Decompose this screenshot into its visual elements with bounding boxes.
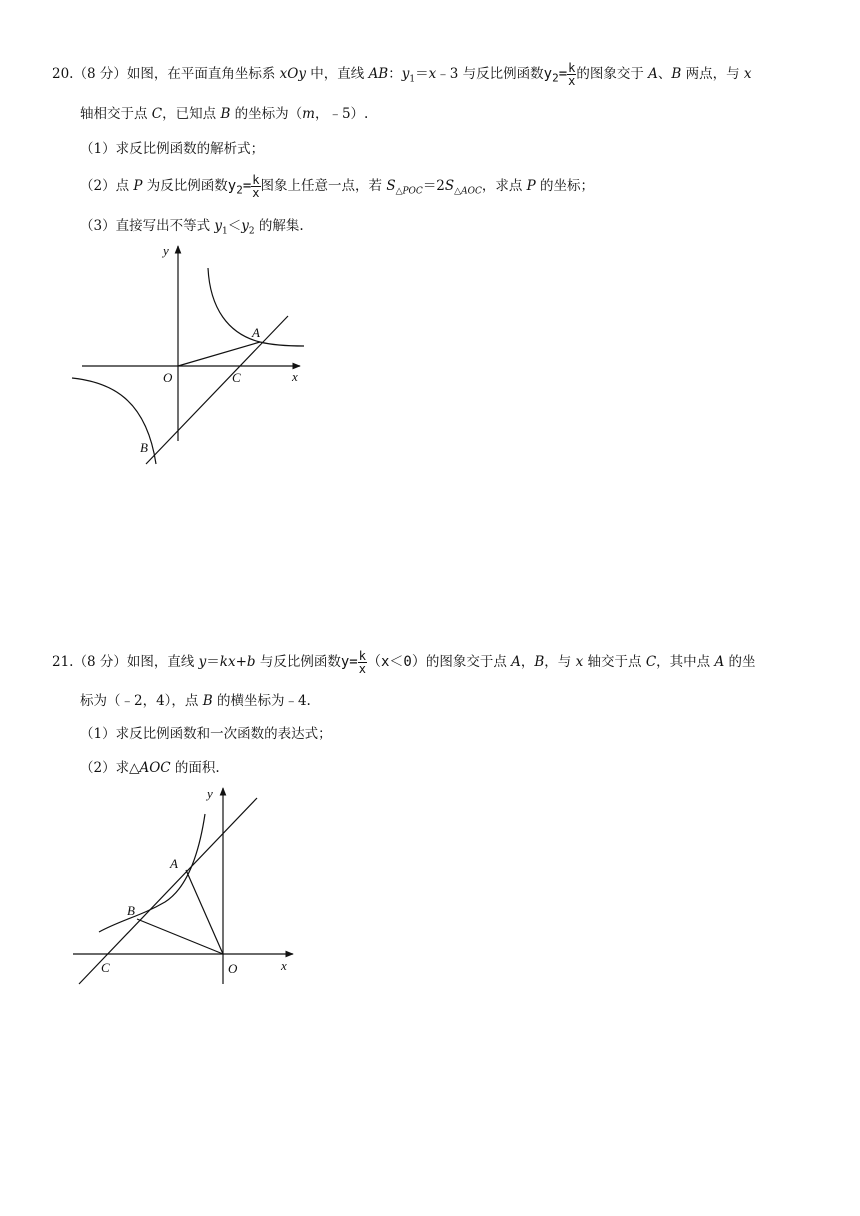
q20-text: 为反比例函数 [142,178,228,194]
label-b: B [140,440,148,455]
q20-text: 20.（8 分）如图，在平面直角坐标系 [52,66,280,82]
q20-text: （2）点 [80,178,134,194]
q20-var: x [743,66,752,82]
q21-text: ，其中点 [656,654,715,670]
q20-formula-eq: = [558,66,568,82]
q21-var: A [511,654,521,670]
q20-text: 轴相交于点 [80,106,152,122]
q20-text: 的坐标为（ [230,106,303,122]
q21-item2 [80,758,220,778]
q21-text: 的面积. [170,760,220,776]
q21-var: y [198,654,207,670]
q20-text: 、 [657,66,672,82]
q20-var: AB [368,66,389,82]
label-x: x [281,958,287,973]
q21-fraction [358,650,367,675]
q20-text: 两点，与 [681,66,744,82]
label-b: B [127,903,135,918]
q20-var: C [151,106,163,122]
q21-var: x [575,654,584,670]
q20-item2 [80,174,594,202]
q21-var: C [645,654,657,670]
fraction-numerator: k [252,173,260,187]
q21-text: ，与 [544,654,576,670]
q20-subscript: 1 [222,226,228,237]
line-ab [146,316,288,464]
fraction-denominator: x [358,662,366,676]
q20-formula-sub: 2 [236,183,243,197]
q21-var: B [534,654,545,670]
label-c: C [101,960,110,975]
q20-item1: （1）求反比例函数的解析式； [80,141,265,157]
q21-formula-eq: = [349,654,358,670]
q20-var: S [444,178,455,194]
q20-fraction [251,174,260,199]
q20-figure [60,236,320,476]
q20-text: ，求点 [481,178,527,194]
label-x: x [292,369,298,384]
q20-text: ﹣3 与反比例函数 [436,66,544,82]
q21-var: A [714,654,725,670]
q21-line2 [80,691,311,711]
q20-subscript: △AOC [454,186,482,197]
fraction-numerator: k [358,649,366,663]
q21-var: b [246,654,256,670]
q20-text: ，已知点 [162,106,221,122]
q21-line1 [52,650,756,675]
q20-fraction [567,62,576,87]
line-cba [79,798,257,984]
q20-var: m [302,106,315,122]
q21-text: ＝ [206,654,220,670]
q20-text: 图象上任意一点，若 [260,178,387,194]
q20-text: （3）直接写出不等式 [80,218,215,234]
q20-text: 的坐标； [535,178,595,194]
q21-var: AOC [139,760,171,776]
q20-var: x [428,66,437,82]
q20-var: A [648,66,658,82]
q20-formula-var: y [543,66,553,82]
q20-var: P [526,178,536,194]
fraction-denominator: x [568,74,576,88]
q21-text: （2）求△ [80,760,140,776]
q20-var: B [220,106,231,122]
q21-formula-var: y [340,654,350,670]
q20-var: P [133,178,143,194]
q21-var: kx [219,654,236,670]
q20-line1 [52,62,752,90]
q21-text: 与反比例函数 [255,654,341,670]
segment-oa [178,342,260,366]
label-o: O [163,370,173,385]
q21-text: ， [520,654,535,670]
q20-formula-sub: 2 [552,71,559,85]
q20-subscript: 1 [409,74,416,85]
q20-line2 [80,104,368,124]
q21-text: 的横坐标为﹣4. [212,693,311,709]
fraction-numerator: k [568,61,576,75]
q20-var: y [401,66,410,82]
label-a: A [252,325,260,340]
q20-subscript: △POC [395,186,423,197]
q20-text: ＝2 [422,178,445,194]
q21-item1: （1）求反比例函数和一次函数的表达式； [80,726,332,742]
q20-var: B [671,66,682,82]
q20-text: ： [388,66,402,82]
q20-text: 中，直线 [305,66,369,82]
q20-text: ＝ [415,66,429,82]
q20-var: y [241,218,249,234]
label-c: C [232,370,241,385]
q21-text: 的图象交于点 [425,654,512,670]
q21-text: 轴交于点 [583,654,646,670]
q20-var: S [386,178,396,194]
label-y: y [163,243,169,258]
fraction-denominator: x [252,186,260,200]
q21-text: + [235,654,247,670]
q20-text: 的解集. [254,218,304,234]
label-a: A [170,856,178,871]
q21-text: 的坐 [724,654,756,670]
q21-var: B [202,693,213,709]
q20-var: xOy [279,66,306,82]
q20-formula-eq: = [242,178,252,194]
q20-text: 的图象交于 [576,66,649,82]
q21-text: 标为（﹣2，4），点 [80,693,203,709]
label-y: y [207,786,213,801]
q20-subscript: 2 [248,226,255,237]
q21-text: 21.（8 分）如图，直线 [52,654,199,670]
q20-formula-var: y [227,178,237,194]
q21-formula-condition: （x＜0） [366,654,426,670]
label-o: O [228,961,238,976]
q20-var: y [214,218,223,234]
q21-figure [65,784,305,994]
q20-text: ＜ [227,218,242,234]
q20-text: ，﹣5）. [314,106,369,122]
hyperbola-branch [99,814,205,932]
